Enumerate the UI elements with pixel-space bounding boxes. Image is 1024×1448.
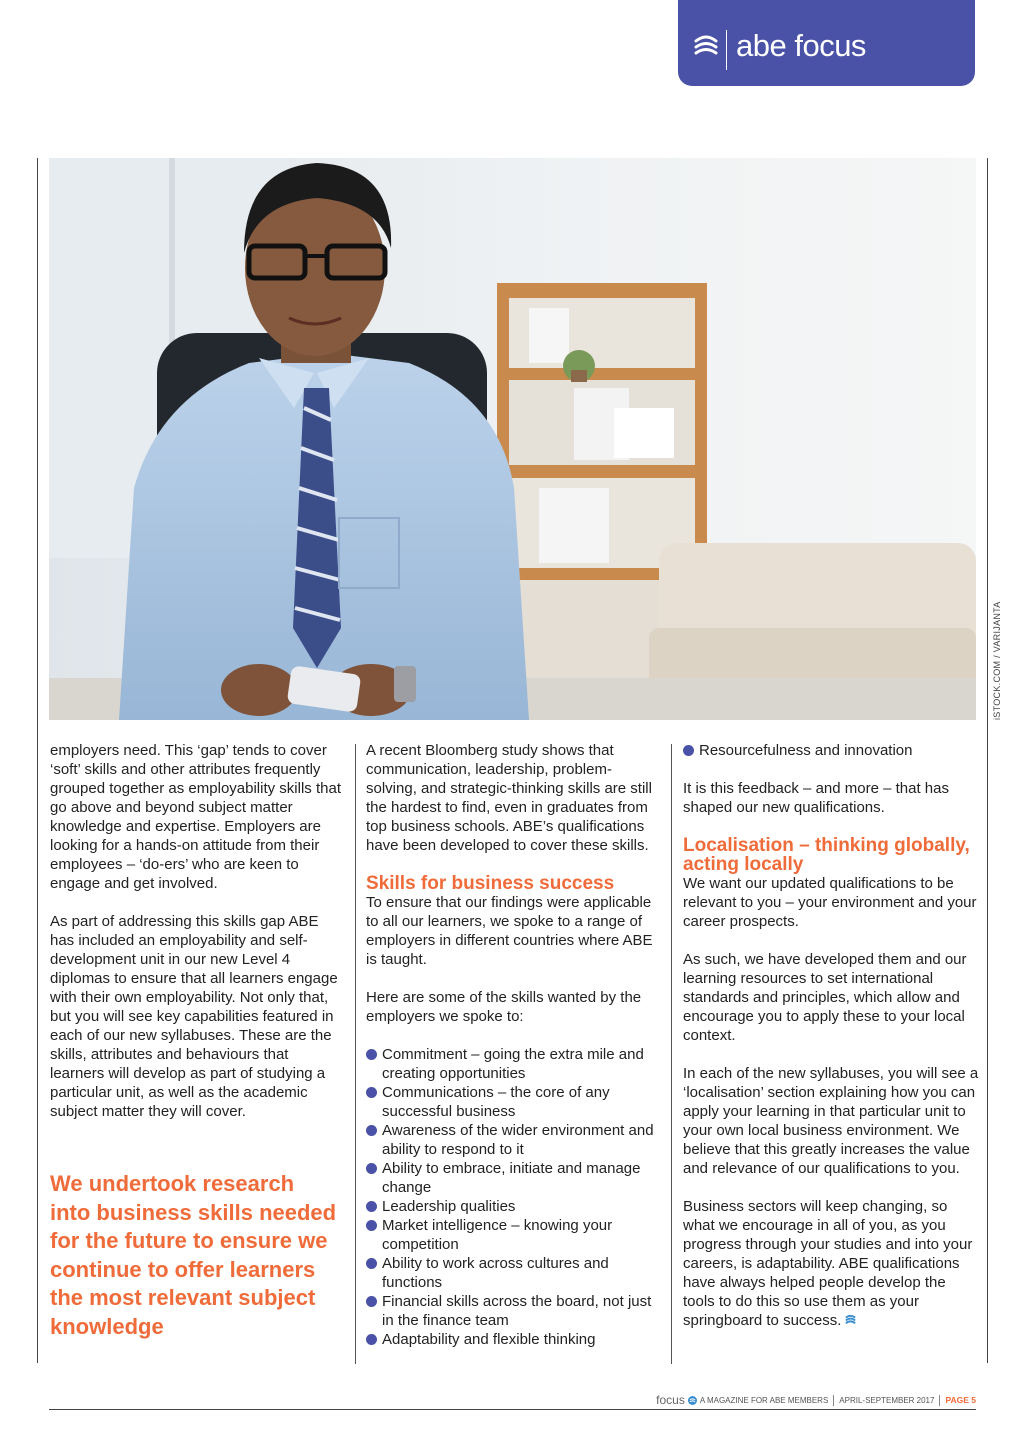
footer-tagline: A MAGAZINE FOR ABE MEMBERS <box>699 1395 829 1405</box>
list-item: Leadership qualities <box>366 1197 662 1216</box>
column-3 <box>683 741 979 1349</box>
list-item: Market intelligence – knowing your competition <box>366 1216 662 1254</box>
section-title: abe focus <box>736 28 866 63</box>
body-paragraph: It is this feedback – and more – that has shaped our new qualifications. <box>683 780 949 816</box>
skills-list-continued <box>683 741 979 760</box>
column-2 <box>366 741 662 1349</box>
list-item: Financial skills across the board, not just in the finance team <box>366 1292 662 1330</box>
bullet-dot-icon <box>366 1049 377 1060</box>
section-heading: Skills for business success <box>366 873 615 894</box>
footer-brand: focus <box>656 1393 685 1407</box>
frame-right-rule <box>987 158 988 1363</box>
page-footer <box>656 1393 976 1407</box>
hero-photo <box>49 158 976 720</box>
abe-swirl-icon <box>692 32 720 60</box>
skills-list <box>366 1045 662 1349</box>
list-item: Adaptability and flexible thinking <box>366 1330 662 1349</box>
body-paragraph: employers need. This ‘gap’ tends to cover ‘soft’ skills and other attributes frequently grouped together as employability skills that go above and beyond subject matter knowledge and expertise. Employers are looking for a hands-on attitude from their employees – ‘do-ers’ who are keen to engage and get involved. <box>50 742 341 892</box>
pull-quote: We undertook research into business skills needed for the future to ensure we continue to offer learners the most relevant subject knowledge <box>50 1171 337 1339</box>
column-rule-1 <box>355 744 356 1364</box>
bullet-dot-icon <box>683 745 694 756</box>
list-item: Communications – the core of any successful business <box>366 1083 662 1121</box>
bullet-dot-icon <box>366 1220 377 1231</box>
body-paragraph: As such, we have developed them and our learning resources to set international standards and principles, which allow and encourage you to apply these to your local context. <box>683 951 967 1044</box>
bullet-dot-icon <box>366 1334 377 1345</box>
photo-credit: iSTOCK.COM / VARIJANTA <box>992 601 1002 720</box>
bullet-dot-icon <box>366 1258 377 1269</box>
list-item: Resourcefulness and innovation <box>683 741 979 760</box>
list-item: Ability to work across cultures and functions <box>366 1254 662 1292</box>
header-divider <box>726 30 727 70</box>
frame-left-rule <box>37 158 38 1363</box>
footer-date: APRIL-SEPTEMBER 2017 <box>839 1395 935 1405</box>
column-rule-2 <box>671 744 672 1364</box>
body-paragraph: To ensure that our findings were applicable to all our learners, we spoke to a range of employers in different countries where ABE is taught. <box>366 894 653 968</box>
header-tab <box>678 0 975 86</box>
footer-swirl-icon <box>688 1396 697 1405</box>
bullet-dot-icon <box>366 1125 377 1136</box>
footer-divider <box>939 1395 940 1406</box>
list-item: Awareness of the wider environment and ability to respond to it <box>366 1121 662 1159</box>
closing-paragraph: Business sectors will keep changing, so what we encourage in all of you, as you progress through your studies and into your careers, is adaptability. ABE qualifications have always helped people develop the tools to do this so use them as your springboard to success. <box>683 1198 973 1329</box>
list-item: Ability to embrace, initiate and manage change <box>366 1159 662 1197</box>
body-paragraph: As part of addressing this skills gap ABE has included an employability and self-development unit in our new Level 4 diplomas to ensure that all learners engage with their own employability. Not only that, but you will see key capabilities featured in each of our new syllabuses. These are the skills, attributes and behaviours that learners will develop as part of studying a particular unit, as well as the academic subject matter they will cover. <box>50 913 338 1120</box>
body-paragraph: We want our updated qualifications to be relevant to you – your environment and your career prospects. <box>683 875 977 930</box>
bullet-dot-icon <box>366 1087 377 1098</box>
column-1 <box>50 741 342 1140</box>
bullet-dot-icon <box>366 1201 377 1212</box>
end-mark-icon <box>844 1313 857 1326</box>
page-number: PAGE 5 <box>945 1395 976 1405</box>
body-paragraph: In each of the new syllabuses, you will see a ‘localisation’ section explaining how you can apply your learning in that particular unit to your own local business environment. We believe that this greatly increases the value and relevance of our qualifications to you. <box>683 1065 979 1177</box>
bullet-dot-icon <box>366 1296 377 1307</box>
bullet-dot-icon <box>366 1163 377 1174</box>
body-paragraph: A recent Bloomberg study shows that communication, leadership, problem-solving, and strategic-thinking skills are still the hardest to find, even in graduates from top business schools. ABE’s qualifications have been developed to cover these skills. <box>366 742 652 854</box>
list-item: Commitment – going the extra mile and creating opportunities <box>366 1045 662 1083</box>
body-paragraph: Here are some of the skills wanted by the employers we spoke to: <box>366 989 642 1025</box>
footer-divider <box>833 1395 834 1406</box>
footer-rule <box>49 1409 976 1410</box>
section-heading: Localisation – thinking globally, acting locally <box>683 835 970 875</box>
